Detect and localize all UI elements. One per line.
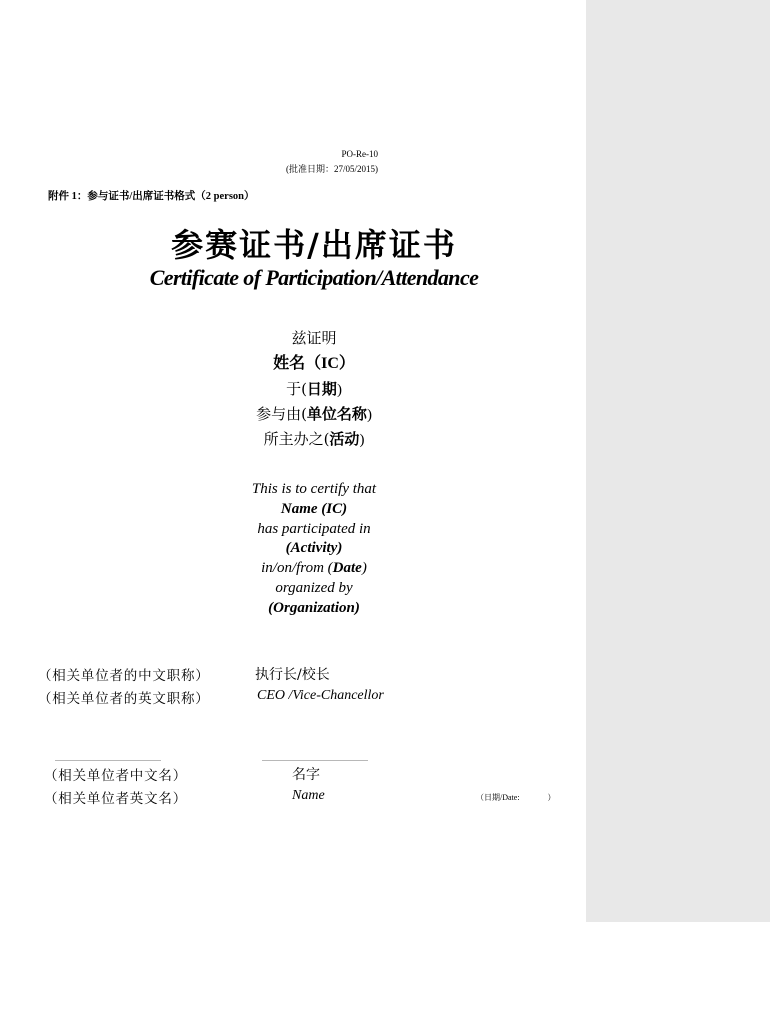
comment-pane <box>586 0 770 922</box>
cn-org-line <box>0 403 628 424</box>
cn-name-label: 姓名 <box>273 353 306 372</box>
left-title-cn: （相关单位者的中文职称） <box>38 668 210 684</box>
cn-org-label: 单位名称 <box>306 405 367 423</box>
approval-date: (批准日期：27/05/2015) <box>286 164 378 174</box>
left-title-en: （相关单位者的英文职称） <box>38 691 210 707</box>
en-organization: (Organization) <box>268 600 360 616</box>
right-name-en: Name <box>292 788 325 803</box>
left-name-cn: （相关单位者中文名） <box>44 768 187 784</box>
en-date: Date <box>332 560 362 576</box>
cn-activity-line <box>0 428 628 449</box>
right-signature-line <box>262 760 368 761</box>
cn-name-line <box>0 350 628 373</box>
en-name-ic: Name (IC) <box>280 501 348 517</box>
cn-date-prefix: 于( <box>286 380 307 398</box>
cn-activity-prefix: 所主办之( <box>263 430 330 448</box>
en-date-line <box>0 560 628 577</box>
cn-date-suffix: ) <box>336 382 342 398</box>
left-name-en: （相关单位者英文名） <box>44 791 187 807</box>
attachment-label: 附件 1：参与证书/出席证书格式（2 person） <box>48 191 255 202</box>
cn-name-ic: （IC） <box>305 355 355 372</box>
cn-date-label: 日期 <box>306 380 337 398</box>
reference-code: PO-Re-10 <box>341 149 378 159</box>
certificate-title-cn: 参赛证书/出席证书 <box>171 226 457 264</box>
certificate-title-en: Certificate of Participation/Attendance <box>149 265 479 290</box>
cn-activity-suffix: ) <box>359 432 365 448</box>
en-date-prefix: in/on/from ( <box>261 560 333 576</box>
en-certify-line: This is to certify that <box>251 481 377 497</box>
en-activity: (Activity) <box>285 540 343 556</box>
cn-activity-label: 活动 <box>329 430 360 448</box>
cn-org-prefix: 参与由( <box>256 405 307 423</box>
cn-certify-line: 兹证明 <box>291 329 337 347</box>
right-title-cn: 执行长/校长 <box>255 667 330 683</box>
cn-org-suffix: ) <box>366 407 372 423</box>
en-date-suffix: ) <box>361 560 367 576</box>
en-participated-line: has participated in <box>257 521 371 537</box>
cn-date-line <box>0 378 628 399</box>
en-organized-line: organized by <box>275 580 353 596</box>
left-signature-line <box>55 760 161 761</box>
date-note: （日期/Date: ） <box>476 793 556 802</box>
right-title-en: CEO /Vice-Chancellor <box>257 688 384 703</box>
right-name-cn: 名字 <box>292 767 320 783</box>
